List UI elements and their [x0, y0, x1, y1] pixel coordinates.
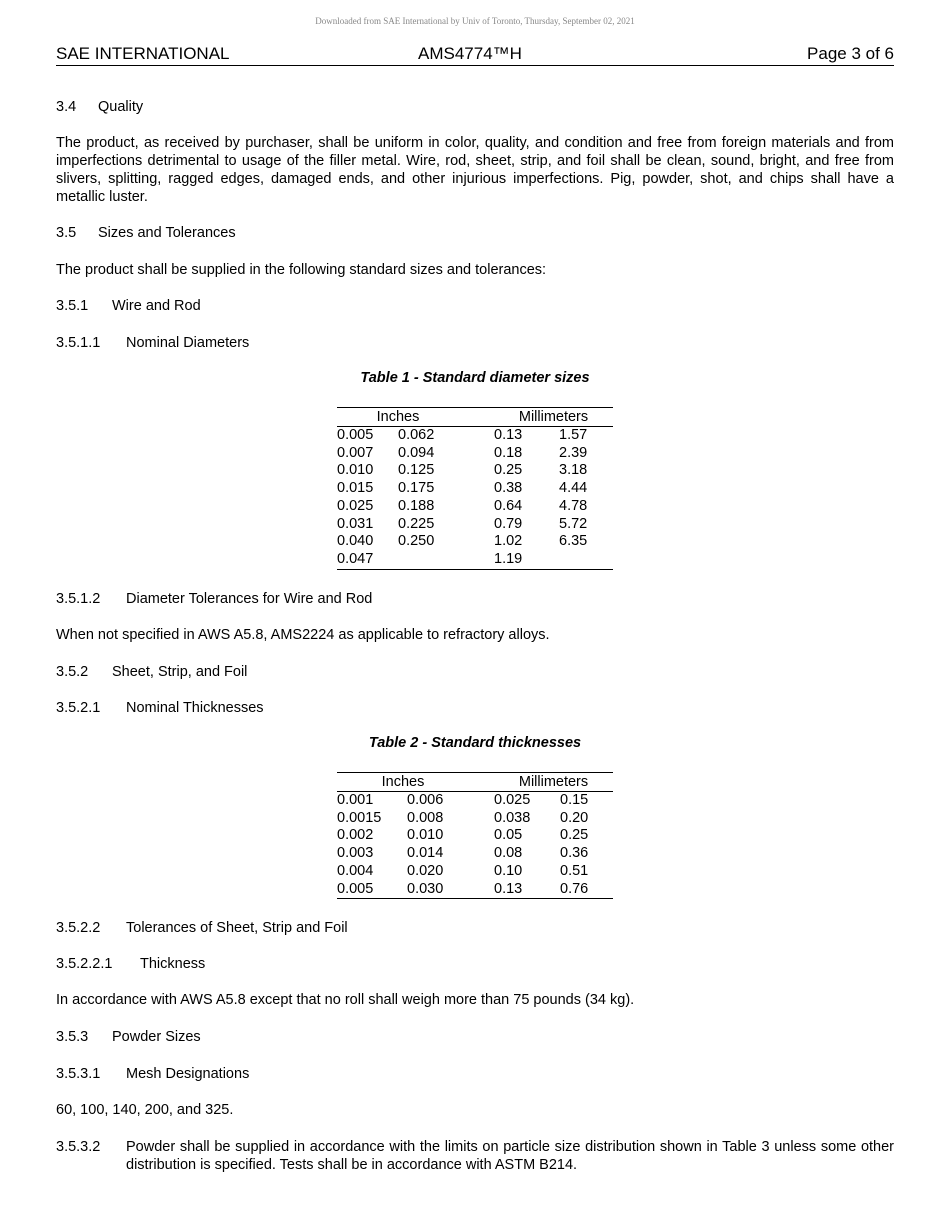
section-3-5-heading — [56, 224, 236, 242]
table-1 — [337, 407, 613, 570]
download-watermark: Downloaded from SAE International by Univ of Toronto, Thursday, September 02, 2021 — [315, 16, 635, 26]
table-cell: 4.44 — [559, 480, 588, 497]
section-number: 3.4 — [56, 99, 77, 115]
section-3-5-3-2 — [56, 1138, 894, 1174]
table-row — [337, 881, 613, 899]
table-cell: 0.047 — [337, 551, 398, 569]
table-header-row — [337, 773, 613, 792]
section-title: Wire and Rod — [112, 298, 201, 314]
table-cell — [398, 551, 459, 569]
table-1-caption: Table 1 - Standard diameter sizes — [360, 370, 590, 386]
section-3-5-1-2-heading — [56, 590, 372, 608]
section-number: 3.5.2.2 — [56, 920, 101, 936]
section-3-5-3-1-text: 60, 100, 140, 200, and 325. — [56, 1102, 234, 1118]
table-cell: 0.030 — [407, 881, 469, 899]
section-number: 3.5.2.1 — [56, 700, 101, 716]
table-cell: 3.18 — [559, 462, 588, 479]
table-cell — [559, 551, 613, 569]
section-number: 3.5 — [56, 225, 77, 241]
table-cell: 0.004 — [337, 862, 374, 879]
table-cell: 0.0015 — [337, 809, 382, 826]
section-title: Nominal Diameters — [126, 335, 250, 351]
table-cell: 0.25 — [560, 827, 589, 844]
table-cell: 6.35 — [559, 533, 588, 550]
table-cell: 5.72 — [559, 515, 588, 532]
table-cell: 0.188 — [398, 497, 435, 514]
section-title: Quality — [98, 99, 144, 115]
table-cell: 0.08 — [494, 845, 523, 862]
table-cell: 1.02 — [494, 533, 523, 550]
table-cell: 0.51 — [560, 862, 589, 879]
table-cell: 0.79 — [494, 515, 523, 532]
section-3-5-2-1-heading — [56, 699, 264, 717]
section-3-4-heading — [56, 98, 143, 116]
section-number: 3.5.2 — [56, 664, 89, 680]
table-row — [337, 516, 613, 534]
table-cell: 0.010 — [337, 462, 374, 479]
section-3-5-2-2-1-heading — [56, 955, 205, 973]
page-header — [56, 44, 894, 66]
section-title: Mesh Designations — [126, 1066, 250, 1082]
table-row — [337, 462, 613, 480]
section-number: 3.5.3.1 — [56, 1066, 101, 1082]
section-number: 3.5.1.2 — [56, 591, 101, 607]
section-3-5-2-2-heading — [56, 919, 348, 937]
column-header-inches: Inches — [337, 408, 459, 427]
table-cell: 0.005 — [337, 427, 374, 443]
section-number: 3.5.1 — [56, 298, 89, 314]
section-3-4-text: The product, as received by purchaser, shall be uniform in color, quality, and condition and free from foreign materials and from imperfections detrimental to usage of the filler metal. Wire, rod, sheet, strip, and foil shall be clean, sound, bright, and free from slivers, splitting, ragged edges, damaged ends, and other injurious imperfections. Pig, powder, shot, and chips shall have a metallic luster. — [56, 135, 894, 205]
table-cell: 0.18 — [494, 444, 523, 461]
table-cell: 0.25 — [494, 462, 523, 479]
table-cell: 1.19 — [494, 551, 559, 569]
section-number: 3.5.2.2.1 — [56, 956, 113, 972]
table-cell: 0.002 — [337, 827, 374, 844]
table-cell: 0.008 — [407, 809, 444, 826]
table-cell: 0.36 — [560, 845, 589, 862]
header-doc-id: AMS4774™H — [418, 44, 522, 63]
header-page-number: Page 3 of 6 — [807, 44, 894, 63]
table-cell: 0.003 — [337, 845, 374, 862]
table-cell: 0.006 — [407, 792, 444, 808]
table-row — [337, 445, 613, 463]
table-cell: 0.13 — [494, 881, 560, 899]
table-cell: 4.78 — [559, 497, 588, 514]
table-row — [337, 810, 613, 828]
table-row — [337, 827, 613, 845]
table-cell: 0.13 — [494, 427, 523, 443]
table-cell: 0.225 — [398, 515, 435, 532]
table-cell: 0.014 — [407, 845, 444, 862]
section-number: 3.5.3.2 — [56, 1139, 101, 1155]
table-cell: 0.007 — [337, 444, 374, 461]
section-3-5-3-2-text: Powder shall be supplied in accordance with the limits on particle size distribution shown in Table 3 unless some other distribution is specified. Tests shall be in accordance with ASTM B214. — [126, 1139, 894, 1173]
table-cell: 0.010 — [407, 827, 444, 844]
table-cell: 0.175 — [398, 480, 435, 497]
table-row — [337, 533, 613, 551]
table-cell: 0.038 — [494, 809, 531, 826]
section-3-5-2-heading — [56, 663, 247, 681]
table-cell: 0.76 — [560, 881, 613, 899]
table-2 — [337, 772, 613, 899]
table-cell: 0.05 — [494, 827, 523, 844]
section-number: 3.5.1.1 — [56, 335, 101, 351]
section-title: Thickness — [140, 956, 206, 972]
table-cell: 0.125 — [398, 462, 435, 479]
table-cell: 0.10 — [494, 862, 523, 879]
table-cell: 0.15 — [560, 792, 589, 808]
section-3-5-1-1-heading — [56, 334, 249, 352]
table-cell: 0.025 — [337, 497, 374, 514]
table-row — [337, 498, 613, 516]
section-3-5-3-1-heading — [56, 1065, 249, 1083]
section-number: 3.5.3 — [56, 1029, 89, 1045]
table-row — [337, 792, 613, 810]
section-3-5-2-2-1-text: In accordance with AWS A5.8 except that no roll shall weigh more than 75 pounds (34 kg). — [56, 992, 635, 1008]
section-title: Sizes and Tolerances — [98, 225, 236, 241]
section-title: Tolerances of Sheet, Strip and Foil — [126, 920, 348, 936]
section-3-5-1-heading — [56, 297, 201, 315]
table-row — [337, 427, 613, 445]
section-title: Nominal Thicknesses — [126, 700, 264, 716]
table-cell: 2.39 — [559, 444, 588, 461]
table-row — [337, 551, 613, 569]
header-org: SAE INTERNATIONAL — [56, 44, 230, 63]
table-cell: 0.38 — [494, 480, 523, 497]
section-3-5-1-2-text: When not specified in AWS A5.8, AMS2224 as applicable to refractory alloys. — [56, 627, 550, 643]
table-cell: 0.005 — [337, 881, 407, 899]
table-cell: 0.040 — [337, 533, 374, 550]
table-cell: 0.031 — [337, 515, 374, 532]
table-header-row — [337, 408, 613, 427]
table-cell: 0.001 — [337, 792, 374, 808]
table-row — [337, 863, 613, 881]
table-cell: 0.020 — [407, 862, 444, 879]
table-cell: 0.094 — [398, 444, 435, 461]
table-cell: 0.250 — [398, 533, 435, 550]
table-cell: 1.57 — [559, 427, 588, 443]
table-cell: 0.025 — [494, 792, 531, 808]
table-cell: 0.20 — [560, 809, 589, 826]
column-gap — [459, 408, 494, 427]
section-3-5-text: The product shall be supplied in the following standard sizes and tolerances: — [56, 262, 547, 278]
column-header-millimeters: Millimeters — [494, 773, 613, 792]
section-title: Diameter Tolerances for Wire and Rod — [126, 591, 373, 607]
table-row — [337, 845, 613, 863]
table-cell: 0.062 — [398, 427, 435, 443]
column-header-inches: Inches — [337, 773, 469, 792]
column-header-millimeters: Millimeters — [494, 408, 613, 427]
section-3-5-3-heading — [56, 1028, 201, 1046]
section-title: Sheet, Strip, and Foil — [112, 664, 248, 680]
table-cell: 0.015 — [337, 480, 374, 497]
table-cell: 0.64 — [494, 497, 523, 514]
section-title: Powder Sizes — [112, 1029, 201, 1045]
table-2-caption: Table 2 - Standard thicknesses — [368, 735, 582, 751]
table-row — [337, 480, 613, 498]
column-gap — [469, 773, 494, 792]
